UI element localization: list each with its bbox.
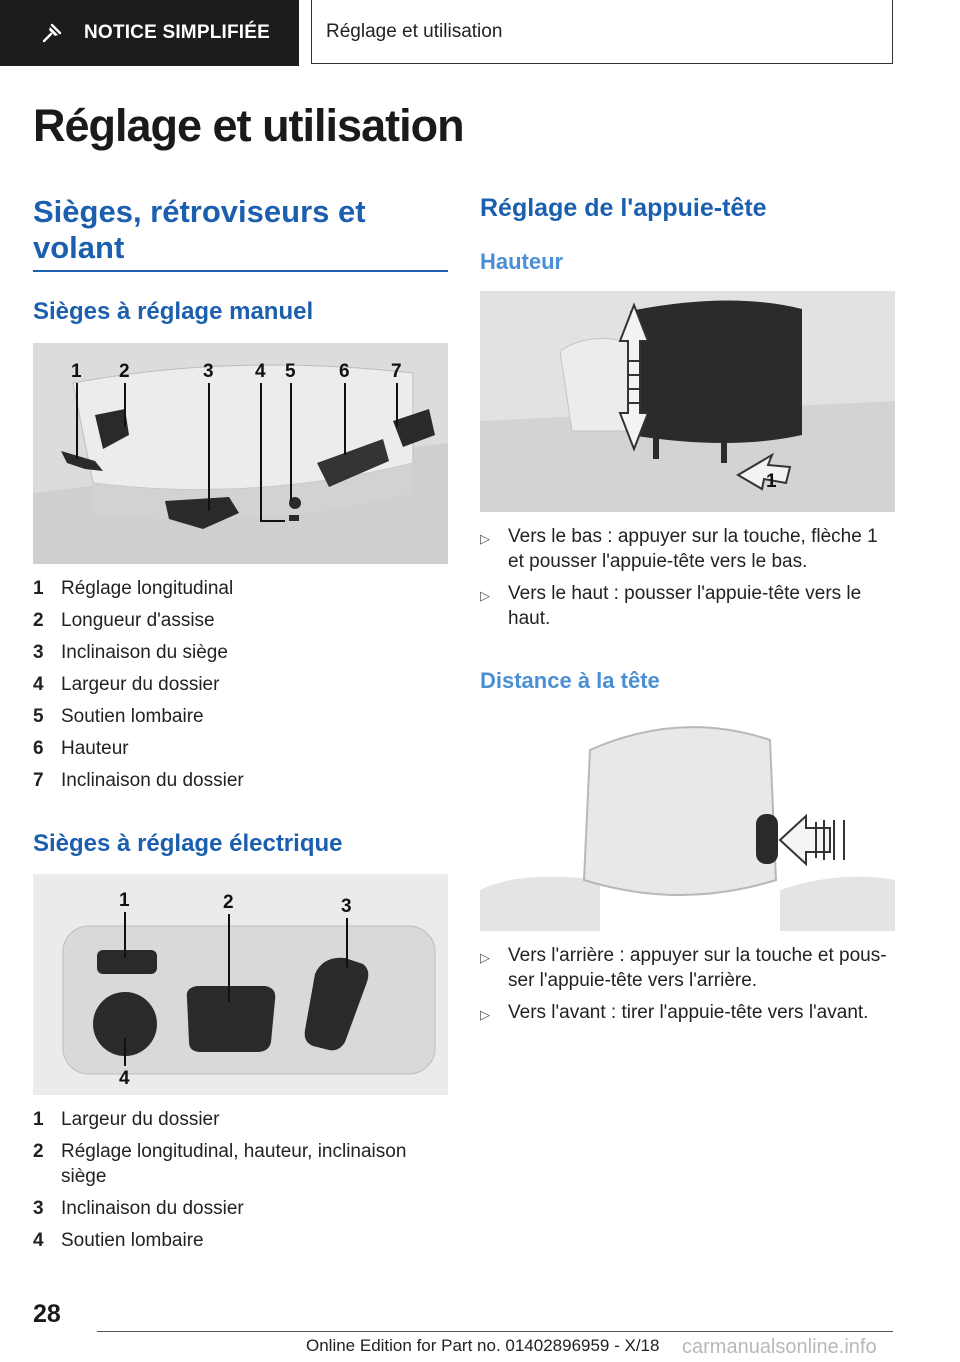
list-item: 4 Largeur du dossier — [33, 674, 220, 695]
section-rule — [33, 270, 448, 272]
manual-seat-legend — [33, 576, 448, 800]
manual-seat-illustration — [33, 343, 448, 564]
callout-2: 2 — [119, 361, 130, 382]
callout-5: 5 — [285, 361, 296, 382]
headrest-height-illustration — [480, 291, 895, 512]
header-tab-label: NOTICE SIMPLIFIÉE — [84, 22, 271, 43]
section-title-seats: Sièges, rétroviseurs et volant — [33, 194, 366, 265]
headrest-distance-illustration — [480, 710, 895, 931]
triangle-bullet-icon: ▷ — [480, 588, 490, 603]
list-item: ▷ Vers l'arrière : appuyer sur la touche et pous-ser l'appuie-tête vers l'arrière. — [480, 945, 887, 991]
list-item: 6 Hauteur — [33, 738, 129, 759]
page-number: 28 — [33, 1300, 61, 1328]
callout-1: 1 — [766, 471, 777, 492]
list-item: 5 Soutien lombaire — [33, 706, 204, 727]
callout-2: 2 — [223, 892, 234, 913]
header-section-label: Réglage et utilisation — [326, 20, 503, 42]
callout-3: 3 — [203, 361, 214, 382]
callout-4: 4 — [119, 1068, 130, 1089]
callout-1: 1 — [71, 361, 82, 382]
callout-7: 7 — [391, 361, 402, 382]
list-item: 3 Inclinaison du siège — [33, 642, 228, 663]
manual-seats-heading: Sièges à réglage manuel — [33, 298, 314, 325]
callout-4: 4 — [255, 361, 266, 382]
triangle-bullet-icon: ▷ — [480, 531, 490, 546]
distance-subheading: Distance à la tête — [480, 668, 660, 693]
header-tab-quick-guide[interactable] — [0, 0, 299, 66]
list-item: 7 Inclinaison du dossier — [33, 770, 244, 791]
list-item: 2 Réglage longitudinal, hauteur, inclinaison siège — [33, 1141, 407, 1187]
triangle-bullet-icon: ▷ — [480, 950, 490, 965]
electric-seats-heading: Sièges à réglage électrique — [33, 830, 343, 857]
pin-star-icon — [40, 21, 64, 45]
electric-seat-illustration — [33, 874, 448, 1095]
list-item: ▷ Vers le bas : appuyer sur la touche, flèche 1 et pousser l'appuie-tête vers le bas. — [480, 526, 878, 572]
footer-rule — [97, 1331, 893, 1332]
list-item: ▷ Vers le haut : pousser l'appuie-tête vers le haut. — [480, 583, 862, 629]
triangle-bullet-icon: ▷ — [480, 1007, 490, 1022]
electric-seat-legend — [33, 1107, 413, 1260]
list-item: 4 Soutien lombaire — [33, 1230, 204, 1251]
callout-1: 1 — [119, 890, 130, 911]
callout-3: 3 — [341, 896, 352, 917]
header-section-tab[interactable] — [311, 0, 893, 64]
height-subheading: Hauteur — [480, 249, 564, 274]
page-title: Réglage et utilisation — [33, 100, 464, 151]
headrest-heading: Réglage de l'appuie-tête — [480, 194, 767, 222]
list-item: 2 Longueur d'assise — [33, 610, 215, 631]
footer-edition: Online Edition for Part no. 01402896959 - X/18 — [306, 1336, 660, 1355]
callout-6: 6 — [339, 361, 350, 382]
list-item: 1 Largeur du dossier — [33, 1109, 220, 1130]
footer-watermark: carmanualsonline.info — [682, 1336, 877, 1358]
list-item: 1 Réglage longitudinal — [33, 578, 234, 599]
list-item: ▷ Vers l'avant : tirer l'appuie-tête vers l'avant. — [480, 1000, 890, 1027]
list-item: 3 Inclinaison du dossier — [33, 1198, 244, 1219]
height-instructions — [480, 524, 880, 638]
distance-instructions — [480, 943, 890, 1034]
